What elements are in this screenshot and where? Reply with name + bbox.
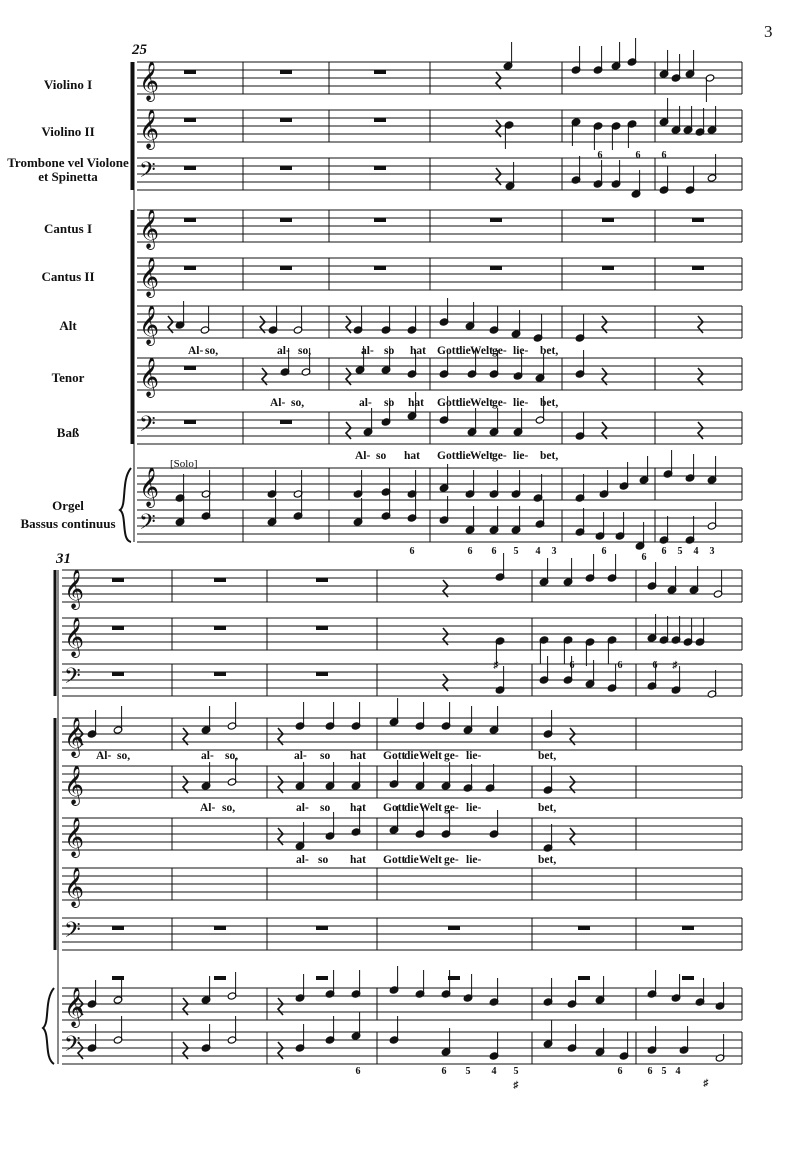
figured-bass-digit: 6 — [617, 660, 623, 671]
lyric-syllable: so — [376, 450, 387, 462]
whole-rest-icon — [316, 976, 328, 980]
whole-rest-icon — [280, 118, 292, 122]
instrument-label: Violino II — [41, 124, 95, 139]
whole-rest-icon — [692, 218, 704, 222]
treble-clef-icon: 𝄞 — [64, 617, 85, 657]
lyric-syllable: Al- — [188, 345, 204, 357]
whole-rest-icon — [578, 926, 590, 930]
whole-rest-icon — [692, 266, 704, 270]
lyric-syllable: al- — [296, 802, 309, 814]
solo-marking: [Solo] — [170, 458, 198, 470]
lyric-syllable: lie- — [513, 397, 529, 409]
treble-clef-icon: 𝄞 — [139, 209, 160, 249]
lyric-syllable: lie- — [513, 450, 529, 462]
figured-bass-digit: 6 — [641, 552, 647, 563]
keyboard-brace — [120, 468, 131, 542]
treble-clef-icon: 𝄞 — [139, 61, 160, 101]
figured-bass-digit: 3 — [551, 546, 557, 557]
whole-rest-icon — [214, 926, 226, 930]
whole-rest-icon — [280, 166, 292, 170]
whole-rest-icon — [374, 166, 386, 170]
whole-rest-icon — [682, 976, 694, 980]
lyric-syllable: hat — [350, 854, 366, 866]
whole-rest-icon — [374, 266, 386, 270]
instrument-label: Cantus I — [43, 221, 93, 236]
lyric-syllable: so — [384, 397, 395, 409]
instrument-label: Violino I — [43, 77, 93, 92]
lyric-syllable: lie- — [513, 345, 529, 357]
lyric-syllable: so — [320, 750, 331, 762]
lyric-syllable: bet, — [540, 345, 559, 357]
lyric-syllable: Gott — [437, 450, 460, 462]
lyric-syllable: al- — [296, 854, 309, 866]
whole-rest-icon — [184, 366, 196, 370]
figured-bass-digit: ♯ — [703, 1078, 709, 1089]
figured-bass-digit: 3 — [709, 546, 715, 557]
figured-bass-digit: 6 — [467, 546, 473, 557]
instrument-label: Orgel — [52, 498, 84, 513]
whole-rest-icon — [112, 976, 124, 980]
figured-bass-digit: 6 — [635, 150, 641, 161]
treble-clef-icon: 𝄞 — [64, 717, 85, 757]
lyric-syllable: Gott — [437, 345, 460, 357]
whole-rest-icon — [214, 626, 226, 630]
lyric-syllable: Gott — [383, 854, 406, 866]
lyric-syllable: bet, — [538, 802, 557, 814]
figured-bass-digit: 4 — [675, 1066, 681, 1077]
lyric-syllable: lie- — [466, 750, 482, 762]
figured-bass-digit: 5 — [465, 1066, 471, 1077]
lyric-syllable: lie- — [466, 854, 482, 866]
lyric-syllable: ge- — [444, 854, 459, 866]
lyric-syllable: al- — [361, 345, 374, 357]
lyric-syllable: hat — [410, 345, 426, 357]
lyric-syllable: ge- — [444, 750, 459, 762]
lyric-syllable: so, — [225, 750, 239, 762]
whole-rest-icon — [490, 266, 502, 270]
treble-clef-icon: 𝄞 — [139, 109, 160, 149]
figured-bass-digit: 5 — [513, 546, 519, 557]
lyric-syllable: ge- — [492, 345, 507, 357]
lyric-syllable: Welt — [470, 397, 493, 409]
lyric-syllable: so — [384, 345, 395, 357]
lyric-syllable: Welt — [419, 750, 442, 762]
treble-clef-icon: 𝄞 — [64, 987, 85, 1027]
figured-bass-digit: 6 — [652, 660, 658, 671]
lyric-syllable: so, — [298, 345, 312, 357]
lyric-syllable: Al- — [355, 450, 371, 462]
lyric-syllable: Gott — [383, 750, 406, 762]
lyric-syllable: so, — [117, 750, 131, 762]
lyric-syllable: bet, — [538, 854, 557, 866]
measure-number: 31 — [56, 551, 71, 567]
lyric-syllable: ge- — [444, 802, 459, 814]
lyric-syllable: bet, — [540, 450, 559, 462]
whole-rest-icon — [184, 118, 196, 122]
lyric-syllable: Gott — [437, 397, 460, 409]
figured-bass-digit: ♯ — [672, 660, 678, 671]
lyric-syllable: al- — [277, 345, 290, 357]
lyric-syllable: Welt — [470, 450, 493, 462]
whole-rest-icon — [184, 218, 196, 222]
bass-clef-icon: 𝄢 — [139, 412, 156, 442]
lyric-syllable: so, — [205, 345, 219, 357]
whole-rest-icon — [374, 70, 386, 74]
treble-clef-icon: 𝄞 — [64, 765, 85, 805]
lyric-syllable: so, — [291, 397, 305, 409]
bass-clef-icon: 𝄢 — [64, 1032, 81, 1062]
lyric-syllable: Welt — [470, 345, 493, 357]
lyric-syllable: bet, — [538, 750, 557, 762]
lyric-syllable: so — [318, 854, 329, 866]
instrument-label: Trombone vel Violone et Spinetta — [7, 155, 129, 184]
figured-bass-digit: 6 — [601, 546, 607, 557]
figured-bass-digit: 6 — [491, 546, 497, 557]
whole-rest-icon — [214, 976, 226, 980]
treble-clef-icon: 𝄞 — [64, 817, 85, 857]
lyric-syllable: al- — [201, 750, 214, 762]
whole-rest-icon — [602, 266, 614, 270]
treble-clef-icon: 𝄞 — [139, 257, 160, 297]
whole-rest-icon — [316, 578, 328, 582]
keyboard-brace — [43, 988, 54, 1064]
whole-rest-icon — [280, 266, 292, 270]
whole-rest-icon — [184, 166, 196, 170]
figured-bass-digit: 5 — [661, 1066, 667, 1077]
measure-number: 25 — [132, 42, 147, 58]
whole-rest-icon — [490, 218, 502, 222]
whole-rest-icon — [682, 926, 694, 930]
whole-rest-icon — [316, 626, 328, 630]
lyric-syllable: Gott — [383, 802, 406, 814]
figured-bass-digit: 6 — [597, 150, 603, 161]
whole-rest-icon — [316, 926, 328, 930]
lyric-syllable: so — [320, 802, 331, 814]
whole-rest-icon — [374, 218, 386, 222]
treble-clef-icon: 𝄞 — [64, 569, 85, 609]
lyric-syllable: Al- — [270, 397, 286, 409]
lyric-syllable: al- — [294, 750, 307, 762]
lyric-syllable: Al- — [200, 802, 216, 814]
figured-bass-digit: 6 — [617, 1066, 623, 1077]
lyric-syllable: die — [456, 450, 471, 462]
figured-bass-digit: 5 — [513, 1066, 519, 1077]
lyric-syllable: die — [456, 397, 471, 409]
figured-bass-digit: 5 — [677, 546, 683, 557]
instrument-label: Baß — [56, 425, 80, 440]
figured-bass-digit: ♯ — [513, 1080, 519, 1091]
lyric-syllable: so, — [222, 802, 236, 814]
figured-bass-digit: 6 — [661, 546, 667, 557]
bass-clef-icon: 𝄢 — [64, 664, 81, 694]
instrument-label: Bassus continuus — [20, 516, 116, 531]
figured-bass-digit: ♯ — [493, 660, 499, 671]
lyric-syllable: die — [404, 750, 419, 762]
whole-rest-icon — [112, 578, 124, 582]
bass-clef-icon: 𝄢 — [139, 158, 156, 188]
whole-rest-icon — [184, 266, 196, 270]
lyric-syllable: die — [456, 345, 471, 357]
whole-rest-icon — [602, 218, 614, 222]
whole-rest-icon — [184, 70, 196, 74]
lyric-syllable: bet, — [540, 397, 559, 409]
lyric-syllable: hat — [350, 802, 366, 814]
page-number: 3 — [764, 22, 773, 41]
lyric-syllable: ge- — [492, 397, 507, 409]
lyric-syllable: hat — [350, 750, 366, 762]
figured-bass-digit: 6 — [355, 1066, 361, 1077]
whole-rest-icon — [448, 926, 460, 930]
lyric-syllable: Welt — [419, 854, 442, 866]
whole-rest-icon — [316, 672, 328, 676]
whole-rest-icon — [184, 420, 196, 424]
whole-rest-icon — [214, 672, 226, 676]
whole-rest-icon — [112, 626, 124, 630]
instrument-label: Alt — [59, 318, 77, 333]
whole-rest-icon — [280, 70, 292, 74]
lyric-syllable: ge- — [492, 450, 507, 462]
lyric-syllable: die — [404, 802, 419, 814]
figured-bass-digit: 4 — [491, 1066, 497, 1077]
bass-clef-icon: 𝄢 — [64, 918, 81, 948]
instrument-label: Tenor — [51, 370, 85, 385]
lyric-syllable: al- — [359, 397, 372, 409]
bass-clef-icon: 𝄢 — [139, 510, 156, 540]
treble-clef-icon: 𝄞 — [139, 305, 160, 345]
whole-rest-icon — [214, 578, 226, 582]
figured-bass-digit: 6 — [661, 150, 667, 161]
instrument-label: Cantus II — [41, 269, 95, 284]
lyric-syllable: lie- — [466, 802, 482, 814]
figured-bass-digit: 4 — [535, 546, 541, 557]
whole-rest-icon — [578, 976, 590, 980]
whole-rest-icon — [280, 218, 292, 222]
treble-clef-icon: 𝄞 — [139, 357, 160, 397]
figured-bass-digit: 6 — [409, 546, 415, 557]
lyric-syllable: hat — [404, 450, 420, 462]
figured-bass-digit: 6 — [647, 1066, 653, 1077]
whole-rest-icon — [112, 672, 124, 676]
treble-clef-icon: 𝄞 — [139, 467, 160, 507]
whole-rest-icon — [374, 118, 386, 122]
lyric-syllable: Welt — [419, 802, 442, 814]
treble-clef-icon: 𝄞 — [64, 867, 85, 907]
lyric-syllable: hat — [408, 397, 424, 409]
figured-bass-digit: 6 — [569, 660, 575, 671]
whole-rest-icon — [112, 926, 124, 930]
lyric-syllable: die — [404, 854, 419, 866]
whole-rest-icon — [280, 420, 292, 424]
figured-bass-digit: 6 — [441, 1066, 447, 1077]
figured-bass-digit: 4 — [693, 546, 699, 557]
lyric-syllable: Al- — [96, 750, 112, 762]
